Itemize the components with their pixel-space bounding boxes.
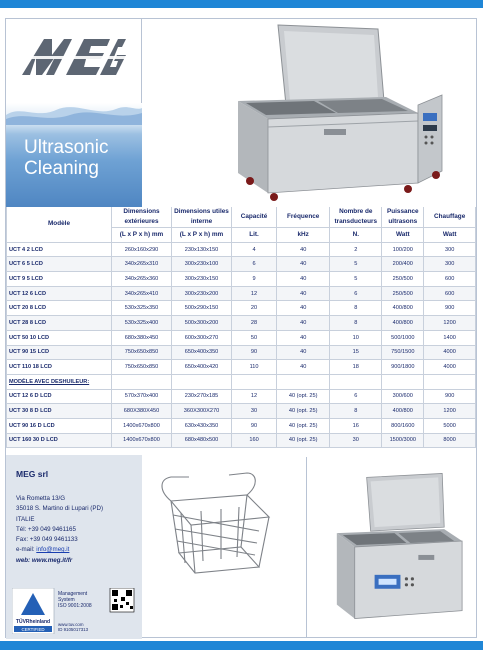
col-heating: Chauffage — [424, 207, 476, 228]
power-cell: 800/1600 — [382, 418, 424, 433]
power-cell: 1500/3000 — [382, 433, 424, 448]
model-cell: UCT 6 5 LCD — [7, 257, 112, 272]
col-model: Modèle — [7, 207, 112, 242]
table-row — [7, 257, 476, 272]
dim-ext-cell: 570x370x400 — [112, 389, 172, 404]
power-cell: 900/1800 — [382, 360, 424, 375]
dim-int-cell: 680x480x500 — [172, 433, 232, 448]
model-cell: UCT 30 8 D LCD — [7, 404, 112, 419]
power-cell: 100/200 — [382, 242, 424, 257]
transducers-cell: 5 — [330, 272, 382, 287]
frequency-cell: 40 — [277, 242, 330, 257]
web-label: web: — [16, 556, 32, 564]
dim-int-cell: 300x230x100 — [172, 257, 232, 272]
transducers-cell: 6 — [330, 389, 382, 404]
frequency-cell: 40 (opt. 25) — [277, 404, 330, 419]
capacity-cell: 6 — [232, 257, 277, 272]
col-dim-int: Dimensions utiles interne — [172, 207, 232, 228]
capacity-cell: 4 — [232, 242, 277, 257]
dim-int-cell: 500x290x150 — [172, 301, 232, 316]
heating-cell: 4000 — [424, 345, 476, 360]
transducers-cell: 10 — [330, 330, 382, 345]
col-power: Puissance ultrasons — [382, 207, 424, 228]
model-cell: UCT 28 8 LCD — [7, 316, 112, 331]
street: Via Rometta 13/G — [16, 495, 66, 502]
transducers-cell: 15 — [330, 345, 382, 360]
heating-cell: 300 — [424, 242, 476, 257]
capacity-cell: 30 — [232, 404, 277, 419]
transducers-cell: 16 — [330, 418, 382, 433]
transducers-cell: 8 — [330, 301, 382, 316]
ultrasonic-cleaner-image — [146, 23, 476, 205]
power-cell: 750/1500 — [382, 345, 424, 360]
contact-panel — [6, 455, 142, 639]
spec-table — [6, 207, 476, 448]
power-cell: 300/600 — [382, 389, 424, 404]
transducers-cell: 18 — [330, 360, 382, 375]
table-row — [7, 345, 476, 360]
section-row — [7, 374, 476, 389]
table-row — [7, 418, 476, 433]
heating-cell: 1200 — [424, 316, 476, 331]
meg-logo — [22, 35, 126, 79]
dim-int-cell: 300x230x200 — [172, 286, 232, 301]
frequency-cell: 40 — [277, 330, 330, 345]
model-cell: UCT 4 2 LCD — [7, 242, 112, 257]
table-row — [7, 242, 476, 257]
dim-ext-cell: 750x650x850 — [112, 360, 172, 375]
brand-panel — [6, 19, 142, 207]
capacity-cell: 12 — [232, 389, 277, 404]
frequency-cell: 40 — [277, 316, 330, 331]
table-row — [7, 389, 476, 404]
capacity-cell: 12 — [232, 286, 277, 301]
unit-transducers: N. — [330, 228, 382, 243]
dim-ext-cell: 750x650x850 — [112, 345, 172, 360]
power-cell: 250/500 — [382, 272, 424, 287]
table-header-row — [7, 207, 476, 228]
table-row — [7, 301, 476, 316]
tuv-certification-badge — [12, 588, 136, 634]
frequency-cell: 40 (opt. 25) — [277, 418, 330, 433]
model-cell: UCT 90 16 D LCD — [7, 418, 112, 433]
email-link[interactable]: info@meg.it — [36, 546, 70, 554]
title-line-2: Cleaning — [24, 158, 99, 179]
dim-int-cell: 230x270x185 — [172, 389, 232, 404]
model-cell: UCT 110 18 LCD — [7, 360, 112, 375]
frequency-cell: 40 — [277, 345, 330, 360]
dim-ext-cell: 260x160x290 — [112, 242, 172, 257]
capacity-cell: 90 — [232, 345, 277, 360]
transducers-cell: 8 — [330, 404, 382, 419]
tuv-brand: TÜVRheinland — [15, 619, 51, 625]
cert-url: www.tuv.com — [58, 622, 84, 627]
table-row — [7, 360, 476, 375]
heating-cell: 1400 — [424, 330, 476, 345]
power-cell: 400/800 — [382, 316, 424, 331]
dim-int-cell: 300x230x150 — [172, 272, 232, 287]
city: 35018 S. Martino di Lupari (PD) — [16, 505, 104, 513]
qr-code-icon — [110, 588, 134, 612]
standard-models — [7, 242, 476, 374]
dim-ext-cell: 680x380x450 — [112, 330, 172, 345]
dim-ext-cell: 530x325x350 — [112, 301, 172, 316]
capacity-cell: 90 — [232, 418, 277, 433]
heating-cell: 600 — [424, 286, 476, 301]
frequency-cell: 40 — [277, 301, 330, 316]
table-row — [7, 286, 476, 301]
datasheet-page — [5, 18, 477, 638]
capacity-cell: 110 — [232, 360, 277, 375]
transducers-cell: 5 — [330, 257, 382, 272]
table-row — [7, 316, 476, 331]
model-cell: UCT 20 8 LCD — [7, 301, 112, 316]
cert-line-1: Management — [58, 591, 88, 597]
fax: Fax: +39 049 9461133 — [16, 536, 78, 544]
frequency-cell: 40 (opt. 25) — [277, 389, 330, 404]
dim-int-cell: 630x430x350 — [172, 418, 232, 433]
dim-int-cell: 230x130x150 — [172, 242, 232, 257]
unit-heating: Watt — [424, 228, 476, 243]
wire-basket-image — [151, 471, 281, 581]
transducers-cell: 8 — [330, 316, 382, 331]
frequency-cell: 40 (opt. 25) — [277, 433, 330, 448]
dim-int-cell: 650x400x420 — [172, 360, 232, 375]
address-block — [16, 494, 103, 566]
country: ITALIE — [16, 515, 35, 523]
model-cell: UCT 90 15 LCD — [7, 345, 112, 360]
heating-cell: 8000 — [424, 433, 476, 448]
dim-ext-cell: 340x265x310 — [112, 257, 172, 272]
table-row — [7, 330, 476, 345]
col-capacity: Capacité — [232, 207, 277, 228]
dim-int-cell: 600x300x270 — [172, 330, 232, 345]
power-cell: 400/800 — [382, 404, 424, 419]
heating-cell: 1200 — [424, 404, 476, 419]
col-transducers: Nombre de transducteurs — [330, 207, 382, 228]
company-name: MEG srl — [16, 469, 49, 479]
dim-ext-cell: 1400x670x800 — [112, 433, 172, 448]
heating-cell: 600 — [424, 272, 476, 287]
power-cell: 400/800 — [382, 301, 424, 316]
bottom-accent-bar — [0, 641, 483, 650]
dim-int-cell: 360X300X270 — [172, 404, 232, 419]
capacity-cell: 9 — [232, 272, 277, 287]
col-frequency: Fréquence — [277, 207, 330, 228]
frequency-cell: 40 — [277, 257, 330, 272]
heating-cell: 4000 — [424, 360, 476, 375]
frequency-cell: 40 — [277, 286, 330, 301]
transducers-cell: 6 — [330, 286, 382, 301]
model-cell: UCT 12 6 LCD — [7, 286, 112, 301]
unit-dim-ext: (L x P x h) mm — [112, 228, 172, 243]
model-cell: UCT 50 10 LCD — [7, 330, 112, 345]
capacity-cell: 160 — [232, 433, 277, 448]
web-link[interactable]: www.meg.it/fr — [31, 556, 73, 564]
table-row — [7, 404, 476, 419]
heating-cell: 900 — [424, 389, 476, 404]
title-line-1: Ultrasonic — [24, 137, 109, 158]
table-row — [7, 272, 476, 287]
unit-capacity: Lit. — [232, 228, 277, 243]
capacity-cell: 28 — [232, 316, 277, 331]
model-cell: UCT 160 30 D LCD — [7, 433, 112, 448]
unit-frequency: kHz — [277, 228, 330, 243]
tuv-certified: CERTIFIED — [21, 626, 45, 632]
cert-line-3: ISO 9001:2008 — [58, 603, 92, 609]
heating-cell: 900 — [424, 301, 476, 316]
water-splash — [6, 101, 142, 125]
transducers-cell: 30 — [330, 433, 382, 448]
heating-cell: 300 — [424, 257, 476, 272]
frequency-cell: 40 — [277, 272, 330, 287]
model-cell: UCT 12 6 D LCD — [7, 389, 112, 404]
power-cell: 200/400 — [382, 257, 424, 272]
page-title — [24, 137, 108, 179]
unit-dim-int: (L x P x h) mm — [172, 228, 232, 243]
email-label: e-mail: — [16, 546, 37, 554]
cert-line-2: System — [58, 597, 75, 603]
model-cell: UCT 9 5 LCD — [7, 272, 112, 287]
dim-ext-cell: 340x265x410 — [112, 286, 172, 301]
section-label: MODÈLE AVEC DESHUILEUR: — [7, 374, 112, 389]
phone: Tél: +39 049 9461165 — [16, 525, 76, 533]
cert-id: ID 9105017313 — [58, 627, 89, 632]
transducers-cell: 2 — [330, 242, 382, 257]
frequency-cell: 40 — [277, 360, 330, 375]
compact-cleaner-image — [306, 457, 478, 637]
table-row — [7, 433, 476, 448]
dim-ext-cell: 680X380X450 — [112, 404, 172, 419]
power-cell: 500/1000 — [382, 330, 424, 345]
col-dim-ext: Dimensions extérieures — [112, 207, 172, 228]
capacity-cell: 50 — [232, 330, 277, 345]
capacity-cell: 20 — [232, 301, 277, 316]
deoiler-models — [7, 389, 476, 448]
unit-power: Watt — [382, 228, 424, 243]
top-accent-bar — [0, 0, 483, 8]
dim-int-cell: 650x400x350 — [172, 345, 232, 360]
power-cell: 250/500 — [382, 286, 424, 301]
dim-ext-cell: 1400x670x800 — [112, 418, 172, 433]
dim-int-cell: 500x300x200 — [172, 316, 232, 331]
heating-cell: 5000 — [424, 418, 476, 433]
dim-ext-cell: 340x265x360 — [112, 272, 172, 287]
dim-ext-cell: 530x325x400 — [112, 316, 172, 331]
